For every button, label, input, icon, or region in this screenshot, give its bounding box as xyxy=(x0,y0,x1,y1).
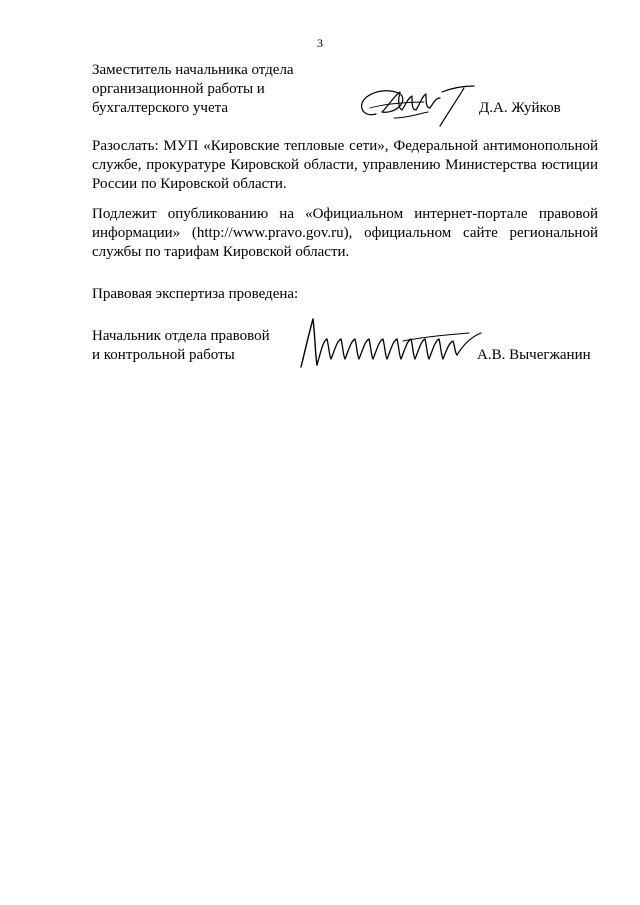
signer1-name: Д.А. Жуйков xyxy=(479,100,561,116)
legal-expertise-note: Правовая экспертиза проведена: xyxy=(92,286,299,302)
signer1-title xyxy=(92,61,294,118)
publication-note: Подлежит опубликованию на «Официальном интернет-портале правовой информации» (http://www.pravo.gov.ru), официальном сайте региональной службы по тарифам Кировской области. xyxy=(92,206,598,260)
distribution-list: Разослать: МУП «Кировские тепловые сети», Федеральной антимонопольной службе, прокуратуре Кировской области, управлению Министерства юстиции России по Кировской области. xyxy=(92,138,598,192)
page-number: 3 xyxy=(317,36,323,50)
signature-1 xyxy=(354,74,479,132)
signer1-title-line: бухгалтерского учета xyxy=(92,100,229,116)
signer2-name: А.В. Вычегжанин xyxy=(477,347,591,363)
signature-2 xyxy=(293,311,485,371)
signer1-title-line: организационной работы и xyxy=(92,81,265,97)
signer1-title-line: Заместитель начальника отдела xyxy=(92,62,294,78)
signer2-title-line: Начальник отдела правовой xyxy=(92,328,270,344)
signer2-title xyxy=(92,327,270,365)
signer2-title-line: и контрольной работы xyxy=(92,347,235,363)
